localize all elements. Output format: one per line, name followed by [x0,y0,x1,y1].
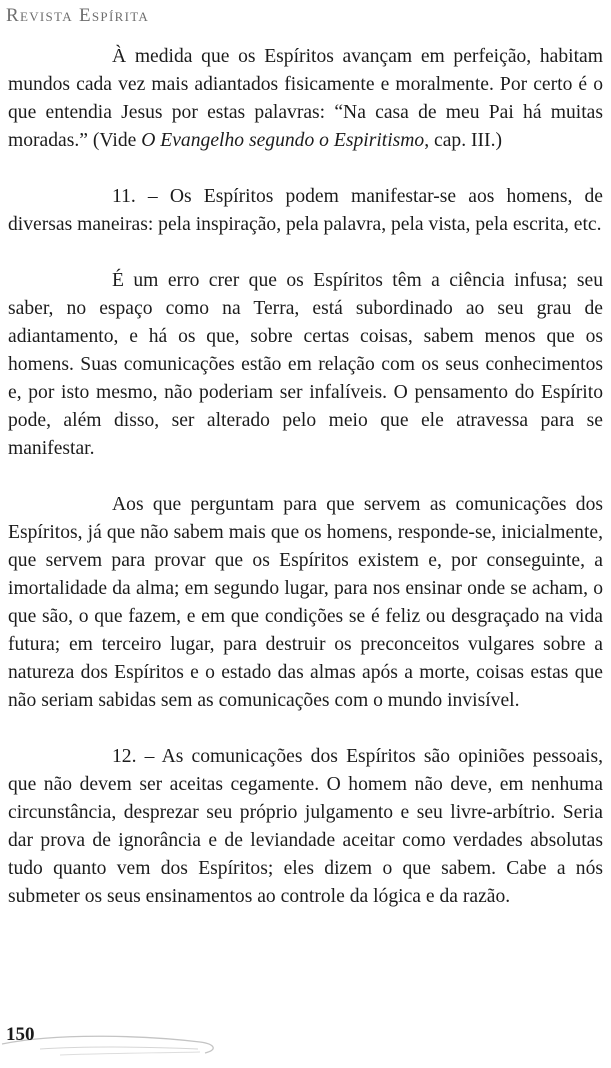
decorative-swoosh-icon [0,1022,240,1068]
paragraph-3: É um erro crer que os Espíritos têm a ciência infusa; seu saber, no espaço como na Terra, está subordinado ao seu grau de adiantamento, e há os que, sobre certas coisas, sabem menos que os homens. Suas comunicações estão em relação com os seus conhecimentos e, por isto mesmo, não poderiam ser infalíveis. O pensamento do Espírito pode, além disso, ser alterado pelo meio que ele atravessa para se manifestar. [8,270,603,459]
running-header: Revista Espírita [6,5,150,26]
paragraph-1-text-after: , cap. III.) [424,130,503,151]
book-title-italic: O Evangelho segundo o Espiritismo [141,130,425,151]
page-footer [0,1022,611,1068]
page-body [8,43,603,911]
paragraph-2: 11. – Os Espíritos podem manifestar-se aos homens, de diversas maneiras: pela inspiração, pela palavra, pela vista, pela escrita, etc. [8,186,603,235]
paragraph-1 [8,43,603,155]
paragraph-5: 12. – As comunicações dos Espíritos são opiniões pessoais, que não devem ser aceitas cegamente. O homem não deve, em nenhuma circunstância, desprezar seu próprio julgamento e seu livre-arbítrio. Seria dar prova de ignorância e de leviandade aceitar como verdades absolutas tudo quanto vem dos Espíritos; eles dizem o que sabem. Cabe a nós submeter os seus ensinamentos ao controle da lógica e da razão. [8,746,603,907]
page-number: 150 [6,1024,35,1045]
paragraph-1-text: À medida que os Espíritos avançam em perfeição, habitam mundos cada vez mais adiantados fisicamente e moralmente. Por certo é o que entendia Jesus por estas palavras: “Na casa de meu Pai há muitas moradas.” (Vide [8,46,603,151]
paragraph-4: Aos que perguntam para que servem as comunicações dos Espíritos, já que não sabem mais que os homens, responde-se, inicialmente, que servem para provar que os Espíritos existem e, por conseguinte, a imortalidade da alma; em segundo lugar, para nos ensinar onde se acham, o que são, o que fazem, e em que condições se é feliz ou desgraçado na vida futura; em terceiro lugar, para destruir os preconceitos vulgares sobre a natureza dos Espíritos e o estado das almas após a morte, coisas estas que não seriam sabidas sem as comunicações com o mundo invisível. [8,494,603,711]
